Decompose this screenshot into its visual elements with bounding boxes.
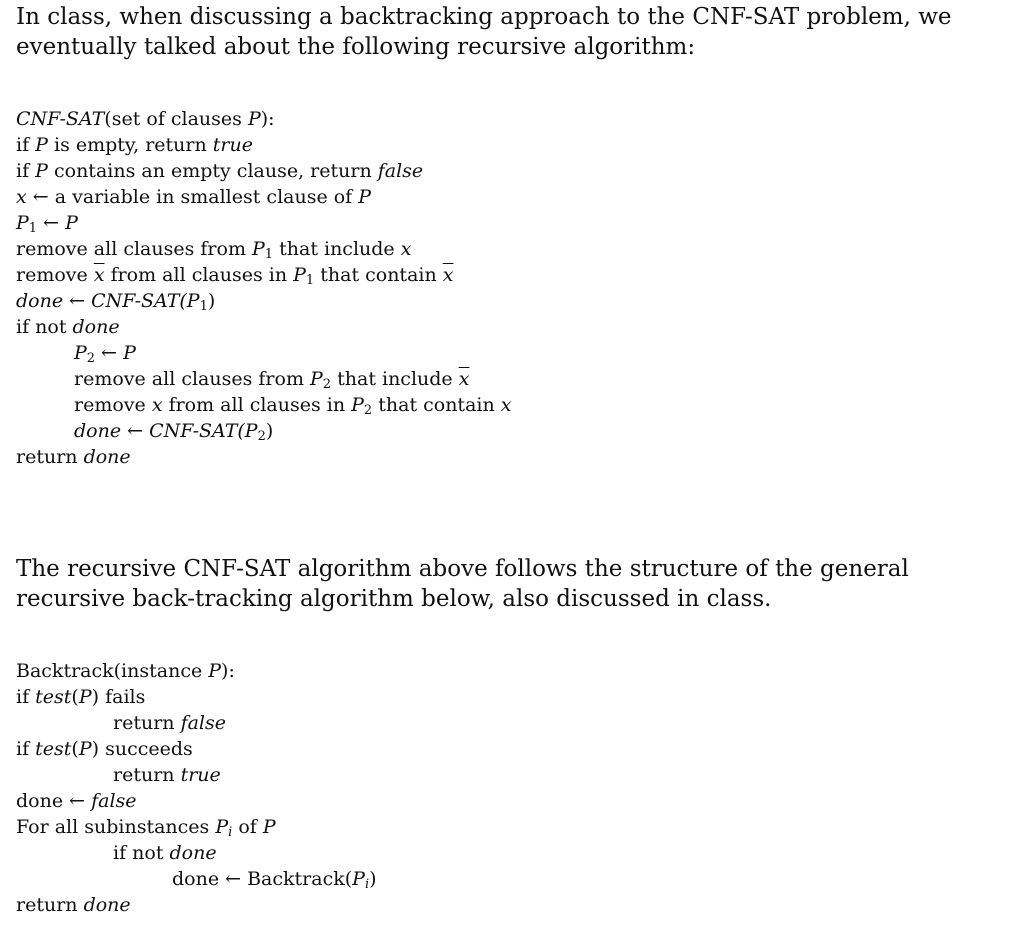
var: done — [83, 894, 131, 916]
text: that contain — [372, 394, 501, 416]
var: P — [65, 212, 78, 234]
var: P — [215, 816, 229, 838]
middle-paragraph: The recursive CNF-SAT algorithm above follows the structure of the general recursive back-tracking algorithm below, also discussed in class. — [16, 556, 909, 612]
func: test — [35, 686, 72, 708]
cnf-line-13 — [16, 444, 511, 470]
subscript: i — [228, 825, 233, 840]
var: P — [186, 290, 200, 312]
var: P — [208, 660, 222, 682]
text: is empty, return — [47, 134, 213, 156]
var: done — [72, 316, 120, 338]
subscript: i — [364, 877, 370, 892]
var: P — [244, 420, 258, 442]
text: ): — [221, 660, 235, 682]
subscript: 2 — [363, 403, 373, 418]
text: that include — [273, 238, 401, 260]
var: P — [252, 238, 265, 260]
negated-var: $\overline{x}$ — [458, 368, 470, 390]
subscript: 1 — [199, 299, 208, 314]
var: x — [400, 238, 412, 260]
cnf-line-12 — [16, 418, 511, 444]
var: P — [35, 160, 48, 182]
text: if — [16, 686, 36, 708]
cnf-sat-algorithm — [16, 106, 511, 470]
cnf-line-1 — [16, 132, 511, 158]
bt-line-5 — [16, 788, 377, 814]
text: if not — [16, 316, 73, 338]
cnf-line-5 — [16, 236, 511, 262]
text: contains an empty clause, return — [47, 160, 378, 182]
cnf-line-6 — [16, 262, 511, 288]
text: remove all clauses from — [74, 368, 310, 390]
bt-line-7 — [16, 840, 377, 866]
text: that contain — [314, 264, 443, 286]
func: test — [35, 738, 72, 760]
var: P — [78, 686, 92, 708]
cnf-line-8 — [16, 314, 511, 340]
text: if — [16, 160, 36, 182]
func-call: CNF-SAT( — [91, 290, 187, 312]
cnf-line-3 — [16, 184, 511, 210]
text: remove — [16, 264, 94, 286]
text: ← a variable in smallest clause of — [26, 186, 359, 208]
var: P — [74, 342, 87, 364]
cnf-line-4 — [16, 210, 511, 236]
var: x — [500, 394, 512, 416]
bt-line-2 — [16, 710, 377, 736]
var: P — [262, 816, 276, 838]
value: false — [180, 712, 226, 734]
backtrack-algorithm — [16, 658, 377, 918]
var: P — [247, 108, 261, 130]
text: ( — [71, 686, 79, 708]
text: from all clauses in — [104, 264, 294, 286]
text: ) — [207, 290, 216, 312]
text: if not — [113, 842, 170, 864]
text: of — [232, 816, 263, 838]
var: P — [358, 186, 372, 208]
subscript: 1 — [264, 247, 274, 262]
text: ( — [71, 738, 79, 760]
text: ) succeeds — [91, 738, 193, 760]
text: ← — [95, 342, 124, 364]
var: x — [151, 394, 163, 416]
func-call: CNF-SAT( — [149, 420, 245, 442]
subscript: 2 — [257, 429, 266, 444]
text: return — [113, 712, 181, 734]
bt-line-3 — [16, 736, 377, 762]
cnf-line-7 — [16, 288, 511, 314]
var: P — [35, 134, 48, 156]
text: ) fails — [91, 686, 146, 708]
var: P — [123, 342, 136, 364]
cnf-line-10 — [16, 366, 511, 392]
subscript: 1 — [305, 273, 315, 288]
text: ) — [369, 868, 377, 890]
text: ) — [265, 420, 274, 442]
cnf-line-9 — [16, 340, 511, 366]
negated-var: $\overline{x}$ — [93, 264, 105, 286]
cnf-line-2 — [16, 158, 511, 184]
negated-var: $\overline{x}$ — [442, 264, 454, 286]
text: ← — [121, 420, 150, 442]
text: remove — [74, 394, 152, 416]
text: remove all clauses from — [16, 238, 252, 260]
value: false — [91, 790, 137, 812]
text: from all clauses in — [162, 394, 352, 416]
cnf-line-11 — [16, 392, 511, 418]
bt-header — [16, 658, 377, 684]
bt-line-4 — [16, 762, 377, 788]
value: true — [212, 134, 253, 156]
subscript: 1 — [28, 221, 38, 236]
text: that include — [331, 368, 459, 390]
text: (set of clauses — [104, 108, 248, 130]
var: P — [352, 868, 365, 890]
subscript: 2 — [86, 351, 96, 366]
var: x — [16, 186, 27, 208]
value: false — [377, 160, 424, 182]
var: done — [16, 290, 64, 312]
bt-line-8 — [16, 866, 377, 892]
var: done — [169, 842, 217, 864]
intro-paragraph: In class, when discussing a backtracking approach to the CNF-SAT problem, we eventually talked about the following recursive algorithm: — [16, 4, 952, 60]
text: done ← — [16, 790, 92, 812]
text: return — [16, 894, 84, 916]
var: P — [78, 738, 92, 760]
text: if — [16, 738, 36, 760]
var: P — [310, 368, 323, 390]
var: P — [16, 212, 29, 234]
text: return — [16, 446, 84, 468]
bt-line-9 — [16, 892, 377, 918]
text: return — [113, 764, 181, 786]
var: done — [74, 420, 122, 442]
text: Backtrack(instance — [16, 660, 209, 682]
subscript: 2 — [322, 377, 332, 392]
text: ← — [37, 212, 66, 234]
cnf-header — [16, 106, 511, 132]
text: ← — [63, 290, 92, 312]
func-name: CNF-SAT — [16, 108, 105, 130]
bt-line-6 — [16, 814, 377, 840]
var: P — [351, 394, 364, 416]
text: ): — [260, 108, 275, 130]
text: done ← Backtrack( — [172, 868, 353, 890]
value: true — [180, 764, 221, 786]
var: done — [83, 446, 131, 468]
text: For all subinstances — [16, 816, 216, 838]
var: P — [293, 264, 306, 286]
text: if — [16, 134, 36, 156]
bt-line-1 — [16, 684, 377, 710]
